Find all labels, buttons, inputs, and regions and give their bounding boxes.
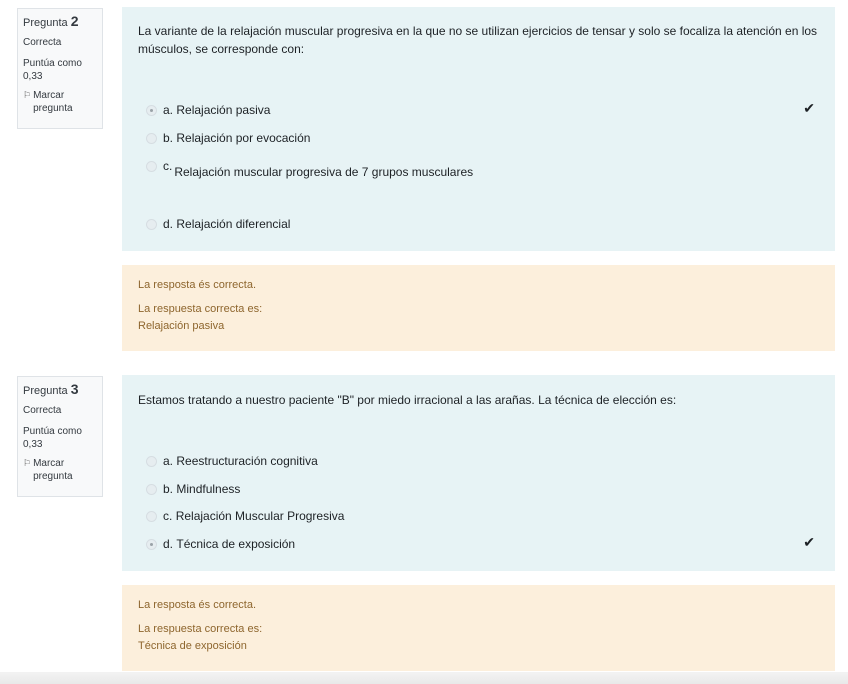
answer-prefix: c. [163, 159, 173, 173]
radio-button[interactable] [146, 161, 157, 172]
question-content [122, 375, 835, 571]
answer-text: Relajación Muscular Progresiva [175, 509, 345, 523]
grade-label: Puntúa como [23, 426, 82, 437]
question-label: Pregunta [23, 17, 68, 29]
answer-option[interactable] [146, 131, 811, 145]
radio-button[interactable] [146, 133, 157, 144]
answer-text: Técnica de exposición [176, 537, 296, 551]
flag-icon: ⚐ [23, 90, 32, 100]
question-info [17, 8, 103, 129]
radio-button[interactable] [146, 105, 157, 116]
correct-answer-label: La respuesta correcta es: [138, 623, 263, 635]
radio-button[interactable] [146, 219, 157, 230]
radio-button[interactable] [146, 484, 157, 495]
answer-prefix: d. [163, 217, 174, 231]
radio-button[interactable] [146, 456, 157, 467]
question-label: Pregunta [23, 385, 68, 397]
answer-text: Mindfulness [176, 482, 241, 496]
answer-text: Relajación por evocación [176, 131, 311, 145]
answer-prefix: a. [163, 454, 174, 468]
answer-prefix: a. [163, 103, 174, 117]
answer-text: Relajación diferencial [176, 217, 291, 231]
feedback-box [122, 265, 835, 351]
feedback-result: La resposta és correcta. [138, 599, 257, 611]
answer-prefix: b. [163, 131, 174, 145]
answer-option[interactable] [146, 454, 811, 468]
bottom-bar [0, 672, 848, 684]
answer-prefix: d. [163, 537, 174, 551]
question-text: La variante de la relajación muscular progresiva en la que no se utilizan ejercicios de tensar y solo se focaliza la atención en los músculos, se corresponde con: [138, 24, 818, 56]
check-icon: ✔ [803, 100, 815, 116]
flag-label: Marcar pregunta [33, 458, 73, 482]
answer-text: Relajación muscular progresiva de 7 grupos musculares [174, 165, 474, 179]
answer-option[interactable] [146, 482, 811, 496]
grade-value: 0,33 [23, 439, 43, 450]
correct-answer-text: Técnica de exposición [138, 640, 247, 652]
answer-text: Relajación pasiva [176, 103, 271, 117]
question-content [122, 7, 835, 251]
question-number: 3 [70, 381, 79, 397]
radio-button[interactable] [146, 511, 157, 522]
question-text: Estamos tratando a nuestro paciente "B" por miedo irracional a las arañas. La técnica de elección es: [138, 393, 677, 407]
feedback-result: La resposta és correcta. [138, 279, 257, 291]
flag-icon: ⚐ [23, 458, 32, 468]
question-info [17, 376, 103, 497]
correct-answer-label: La respuesta correcta es: [138, 303, 263, 315]
answer-option[interactable] [146, 103, 811, 117]
flag-question-link[interactable] [23, 457, 102, 483]
question-number: 2 [70, 13, 79, 29]
grade-label: Puntúa como [23, 58, 82, 69]
radio-button[interactable] [146, 539, 157, 550]
check-icon: ✔ [803, 534, 815, 550]
flag-label: Marcar pregunta [33, 90, 73, 114]
answer-option[interactable] [146, 537, 811, 551]
correct-answer-text: Relajación pasiva [138, 320, 225, 332]
answer-option[interactable] [146, 509, 811, 523]
feedback-box [122, 585, 835, 671]
answer-option[interactable] [146, 217, 811, 231]
question-state: Correcta [23, 37, 62, 48]
answer-option[interactable] [146, 159, 811, 179]
answer-prefix: b. [163, 482, 174, 496]
question-state: Correcta [23, 405, 62, 416]
flag-question-link[interactable] [23, 89, 102, 115]
grade-value: 0,33 [23, 71, 43, 82]
answer-prefix: c. [163, 509, 173, 523]
answer-text: Reestructuración cognitiva [176, 454, 318, 468]
